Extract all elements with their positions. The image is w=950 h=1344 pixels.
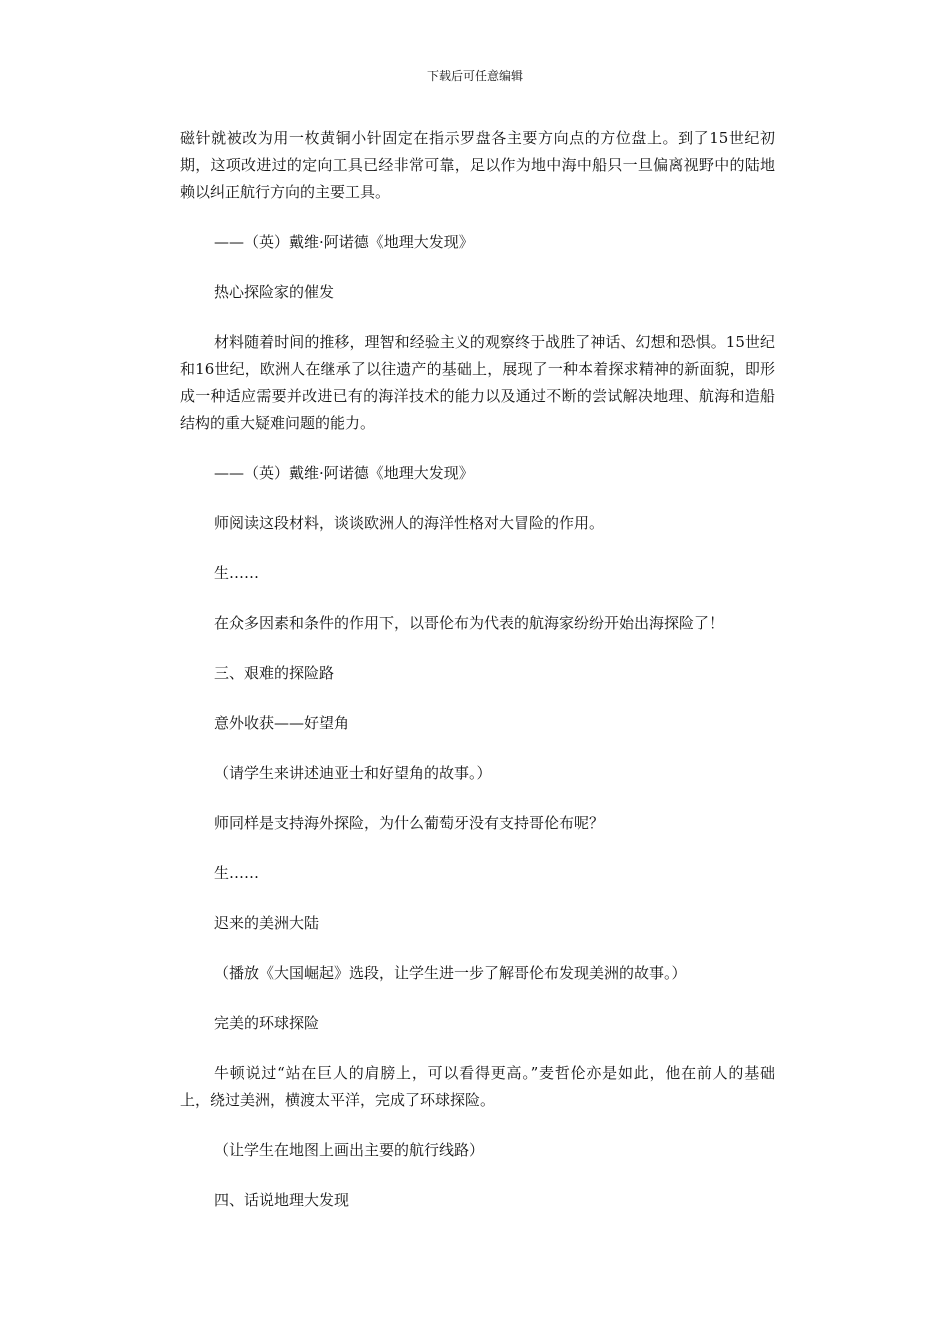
page-header: 下载后可任意编辑 xyxy=(426,69,523,83)
citation-arnold: ——（英）戴维·阿诺德《地理大发现》 xyxy=(214,464,474,482)
paragraph-video: （播放《大国崛起》选段，让学生进一步了解哥伦布发现美洲的故事。） xyxy=(214,964,687,982)
paragraph-map-activity: （让学生在地图上画出主要的航行线路） xyxy=(214,1141,485,1159)
heading-explorers: 热心探险家的催发 xyxy=(214,283,335,301)
paragraph-teacher-question: 师阅读这段材料，谈谈欧洲人的海洋性格对大冒险的作用。 xyxy=(214,514,605,532)
paragraph-student-response: 生…… xyxy=(214,864,260,882)
paragraph-student-response: 生…… xyxy=(214,564,260,582)
paragraph-magellan: 牛顿说过“站在巨人的肩膀上，可以看得更高。”麦哲伦亦是如此，他在前人的基础上，绕过美洲，横渡太平洋，完成了环球探险。 xyxy=(180,1064,775,1109)
paragraph-teacher-question-portugal: 师同样是支持海外探险，为什么葡萄牙没有支持哥伦布呢？ xyxy=(214,814,605,832)
heading-circumnavigation: 完美的环球探险 xyxy=(214,1014,320,1032)
section-heading-3: 三、艰难的探险路 xyxy=(214,664,335,682)
paragraph-compass-continuation: 磁针就被改为用一枚黄铜小针固定在指示罗盘各主要方向点的方位盘上。到了15世纪初期，这项改进过的定向工具已经非常可靠，足以作为地中海中船只一旦偏离视野中的陆地赖以纠正航行方向的主要工具。 xyxy=(180,129,775,201)
paragraph-dias-story: （请学生来讲述迪亚士和好望角的故事。） xyxy=(214,764,492,782)
heading-america: 迟来的美洲大陆 xyxy=(214,914,320,932)
citation-arnold: ——（英）戴维·阿诺德《地理大发现》 xyxy=(214,233,474,251)
paragraph-material: 材料随着时间的推移，理智和经验主义的观察终于战胜了神话、幻想和恐惧。15世纪和16世纪，欧洲人在继承了以往遗产的基础上，展现了一种本着探求精神的新面貌，即形成一种适应需要并改进已有的海洋技术的能力以及通过不断的尝试解决地理、航海和造船结构的重大疑难问题的能力。 xyxy=(180,333,775,432)
paragraph-navigators: 在众多因素和条件的作用下，以哥伦布为代表的航海家纷纷开始出海探险了！ xyxy=(214,614,725,632)
heading-cape-of-good-hope: 意外收获——好望角 xyxy=(214,714,350,732)
section-heading-4: 四、话说地理大发现 xyxy=(214,1191,350,1209)
document-body xyxy=(180,125,775,1237)
